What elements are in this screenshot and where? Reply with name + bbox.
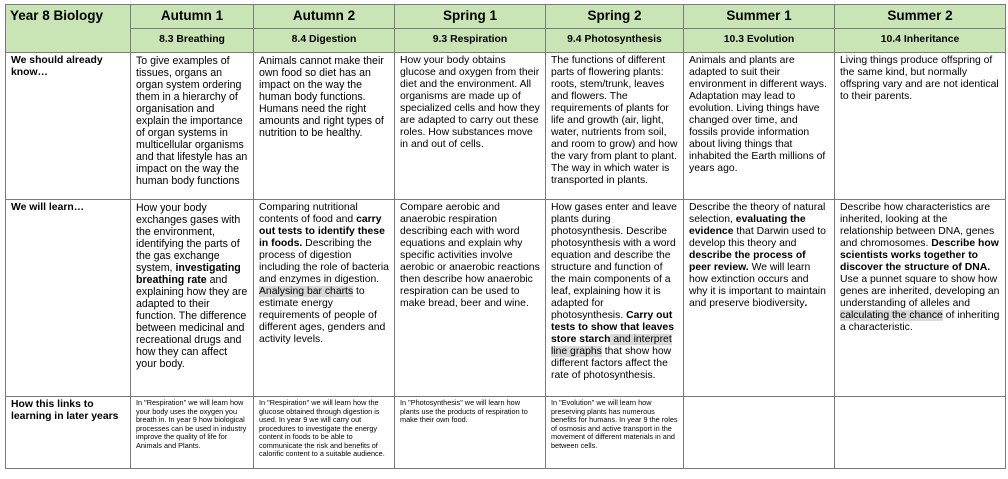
will-learn-cell xyxy=(546,200,684,397)
term-header-row xyxy=(6,5,1006,29)
text-run: of inheriting a characteristic. xyxy=(840,310,1000,333)
topic-digestion: 8.4 Digestion xyxy=(254,29,395,53)
will-learn-cell xyxy=(684,200,835,397)
term-spring-1: Spring 1 xyxy=(395,5,546,29)
later-years-cell: In "Photosynthesis" we will learn how plants use the products of respiration to make their own food. xyxy=(395,397,546,469)
term-autumn-1: Autumn 1 xyxy=(131,5,254,29)
already-know-cell: To give examples of tissues, organs an organ system ordering them in a hierarchy of organisation and explain the importance of organ systems in multicellular organisms and that lifestyle has an impact on the way the human body functions xyxy=(131,53,254,200)
later-years-cell xyxy=(684,397,835,469)
text-run: that Darwin used to develop this theory and xyxy=(689,226,826,249)
will-learn-cell xyxy=(254,200,395,397)
bold-run: evaluating the evidence xyxy=(689,214,806,237)
text-run: that show how different factors affect the rate of photosynthesis. xyxy=(551,346,672,381)
will-learn-cell: Compare aerobic and anaerobic respiration describing each with word equations and explain why specific activities involve aerobic or anaerobic reactions then describe how anaerobic respiration can be used to make bread, beer and wine. xyxy=(395,200,546,397)
term-spring-2: Spring 2 xyxy=(546,5,684,29)
already-know-cell: Animals and plants are adapted to suit their environment in different ways. Adaptation may lead to evolution. Living things have changed over time, and fossils provide information about living things that inhabited the Earth millions of years ago. xyxy=(684,53,835,200)
term-summer-1: Summer 1 xyxy=(684,5,835,29)
will-learn-cell xyxy=(835,200,1006,397)
already-know-cell: How your body obtains glucose and oxygen from their diet and the environment. All organisms are made up of specialized cells and how they are adapted to carry out these roles. How substances move in and out of cells. xyxy=(395,53,546,200)
already-know-cell: The functions of different parts of flowering plants: roots, stem/trunk, leaves and flowers. The requirements of plants for life and growth (air, light, water, nutrients from soil, and room to grow) and how the vary from plant to plant. The way in which water is transported in plants. xyxy=(546,53,684,200)
later-years-cell: In "Respiration" we will learn how the glucose obtained through digestion is used. In year 9 we will carry out procedures to investigate the energy content in foods to be able to communicate the risk and benefits of calorific content to a suitable audience. xyxy=(254,397,395,469)
already-know-cell: Living things produce offspring of the same kind, but normally offspring vary and are not identical to their parents. xyxy=(835,53,1006,200)
topic-evolution: 10.3 Evolution xyxy=(684,29,835,53)
text-run: How gases enter and leave plants during photosynthesis. Describe photosynthesis with a word equation and describe the structure and function of the main components of a leaf, explaining how it is adapted for photosynthesis. xyxy=(551,202,677,321)
highlighted-run: Analysing bar charts xyxy=(259,286,354,297)
text-run: Comparing nutritional contents of food and xyxy=(259,202,358,225)
later-years-cell: In "Respiration" we will learn how your body uses the oxygen you breath in. In year 9 how biological processes can be used in industry improve the quality of life for Animals and Plants. xyxy=(131,397,254,469)
term-summer-2: Summer 2 xyxy=(835,5,1006,29)
text-run: Describing the process of digestion including the role of bacteria and enzymes in digestion. xyxy=(259,238,389,285)
row-label-already-know: We should already know… xyxy=(6,53,131,200)
text-run: We will learn how extinction occurs and why it is important to maintain and preserve biodiversity xyxy=(689,262,826,309)
later-years-row xyxy=(6,397,1006,469)
bold-run: describe the process of peer review. xyxy=(689,250,806,273)
table-title: Year 8 Biology xyxy=(6,5,131,53)
text-run: and explaining how they are adapted to their function. The difference between medicinal and recreational drugs and how they can affect your body. xyxy=(136,274,248,370)
bold-run: carry out tests to identify these in foods. xyxy=(259,214,385,249)
curriculum-table xyxy=(5,4,1006,469)
highlighted-run: and interpret line graphs xyxy=(551,334,672,357)
text-run: Use a punnet square to show how genes are inherited, developing an understanding of alleles and xyxy=(840,274,1000,309)
row-label-later-years: How this links to learning in later years xyxy=(6,397,131,469)
already-know-row xyxy=(6,53,1006,200)
already-know-cell: Animals cannot make their own food so diet has an impact on the way the human body functions. Humans need the right amounts and right types of nutrition to be healthy. xyxy=(254,53,395,200)
bold-run: . xyxy=(804,298,808,309)
later-years-cell xyxy=(835,397,1006,469)
term-autumn-2: Autumn 2 xyxy=(254,5,395,29)
topic-respiration: 9.3 Respiration xyxy=(395,29,546,53)
highlighted-run: calculating the chance xyxy=(840,310,943,321)
row-label-will-learn: We will learn… xyxy=(6,200,131,397)
will-learn-cell xyxy=(131,200,254,397)
topic-header-row xyxy=(6,29,1006,53)
later-years-cell: In "Evolution" we will learn how preserving plants has numerous benefits for humans. In year 9 the roles of osmosis and active transport in the movement of different materials in and between cells. xyxy=(546,397,684,469)
topic-breathing: 8.3 Breathing xyxy=(131,29,254,53)
topic-inheritance: 10.4 Inheritance xyxy=(835,29,1006,53)
text-run: Describe how characteristics are inherited, looking at the relationship between DNA, genes and chromosomes. xyxy=(840,202,995,249)
text-run: to estimate energy requirements of people of different ages, genders and activity levels. xyxy=(259,286,386,345)
bold-run: Describe how scientists works together to discover the structure of DNA. xyxy=(840,238,999,273)
text-run: Describe the theory of natural selection, xyxy=(689,202,826,225)
topic-photosynthesis: 9.4 Photosynthesis xyxy=(546,29,684,53)
will-learn-row xyxy=(6,200,1006,397)
bold-run: investigating breathing rate xyxy=(136,262,241,286)
text-run: How your body exchanges gases with the environment, identifying the parts of the gas exchange system, xyxy=(136,202,241,274)
bold-run: Carry out tests to show that leaves store starch xyxy=(551,310,674,345)
